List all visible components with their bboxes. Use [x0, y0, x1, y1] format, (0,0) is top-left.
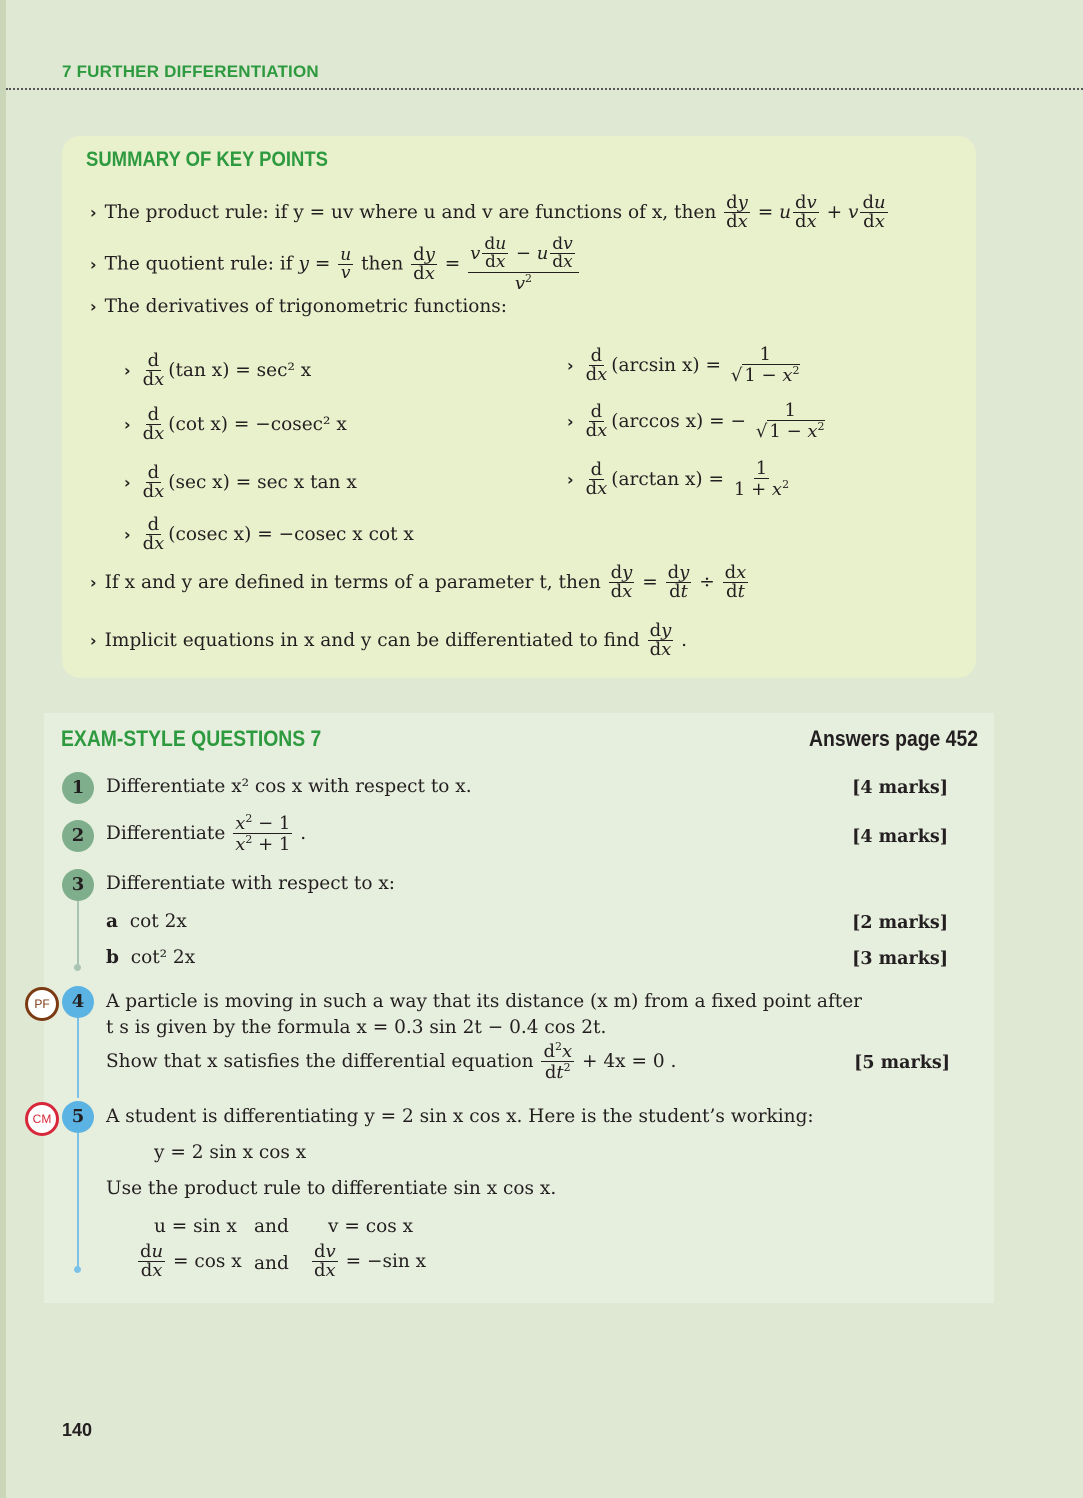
trig-arcsin [567, 346, 804, 386]
formula: $\frac{d}{dx}$ [142, 462, 165, 503]
question-2-text: Differentiate [106, 822, 226, 844]
and-text: and [254, 1253, 289, 1274]
formula: $\frac{dv}{dx}$ [795, 192, 817, 233]
formula: $\frac{dy}{dx}$ [610, 562, 633, 603]
chapter-heading: 7 FURTHER DIFFERENTIATION [62, 62, 319, 81]
bullet-icon: › [90, 297, 97, 316]
formula: $\frac{1}{√ 1 - x^2}$ [730, 344, 800, 387]
question-4-line3-text: Show that x satisfies the differential equation [106, 1050, 534, 1072]
pf-badge: PF [25, 987, 59, 1021]
page-edge [0, 0, 6, 1498]
trig-tan-text: (tan x) = sec² x [168, 359, 312, 381]
question-5-dv [310, 1243, 426, 1281]
question-3-connector [77, 901, 79, 967]
formula: $\frac{du}{dx}$ [140, 1241, 164, 1282]
bullet-icon: › [124, 414, 131, 434]
connector-dot [74, 1266, 81, 1273]
formula: $\frac{d}{dx}$ [585, 401, 608, 442]
bullet-icon: › [124, 360, 131, 380]
question-5-u: u = sin x [154, 1216, 237, 1237]
formula: $\frac{1}{1 + x^2}$ [733, 458, 790, 501]
formula: $\frac{d}{dx}$ [585, 459, 608, 500]
formula: $\frac{dy}{dx}$ [413, 243, 435, 284]
trig-arccos-text: (arccos x) = − [611, 410, 747, 432]
question-4-line3 [106, 1041, 676, 1083]
bullet-icon: › [90, 630, 97, 650]
cm-badge: CM [25, 1102, 59, 1136]
bullet-icon: › [567, 469, 574, 489]
question-4-marks: [5 marks] [854, 1053, 950, 1073]
product-rule: › The product rule: if y = uv where u and v are functions of x, then $\frac{dy}{dx}$ = u $\frac{dv}{dx}$ + v $\frac{du}{dx}$ [90, 192, 886, 233]
bullet-icon: › [90, 254, 97, 274]
trig-arctan [567, 460, 793, 500]
question-5-line1: A student is differentiating y = 2 sin x cos x. Here is the student’s working: [106, 1106, 814, 1127]
question-3a [106, 911, 187, 932]
bullet-icon: › [124, 524, 131, 544]
dotted-rule [6, 88, 1083, 90]
parametric: › If x and y are defined in terms of a parameter t, then $\frac{dy}{dx}$ = $\frac{dy}{dt}$ ÷ $\frac{dx}{dt}$ [90, 562, 747, 603]
formula: $\frac{1}{√ 1 - x^2}$ [755, 400, 825, 443]
formula: $\frac{dy}{dt}$ [667, 562, 690, 603]
formula: $\frac{x^2 - 1}{x^2 + 1}$ [235, 812, 291, 856]
and-text: and [254, 1216, 289, 1237]
formula: $\frac{d^2x}{dt^2}$ [543, 1040, 573, 1084]
trig-arccos [567, 402, 829, 442]
implicit: › Implicit equations in x and y can be differentiated to find $\frac{dy}{dx}$ . [90, 620, 688, 661]
question-3b [106, 947, 195, 968]
summary-box [62, 136, 976, 678]
question-5-connector [77, 1133, 79, 1269]
du-value: = cos x [173, 1250, 242, 1272]
question-4-connector [77, 1018, 79, 1098]
connector-dot [74, 964, 81, 971]
formula: $\frac{d}{dx}$ [585, 345, 608, 386]
formula: $\frac{d}{dx}$ [142, 404, 165, 445]
question-3-text: Differentiate with respect to x: [106, 873, 396, 894]
question-5-v: v = cos x [328, 1216, 414, 1237]
trig-cosec [124, 516, 414, 554]
trig-intro-text: The derivatives of trigonometric functions: [104, 296, 508, 317]
trig-intro [90, 298, 507, 317]
question-1-marks: [4 marks] [852, 778, 948, 798]
product-rule-text: The product rule: if y = uv where u and v are functions of x, then [104, 201, 717, 223]
trig-sec [124, 464, 357, 502]
question-1-text: Differentiate x² cos x with respect to x. [106, 776, 472, 797]
question-4-line2: t s is given by the formula x = 0.3 sin 2t − 0.4 cos 2t. [106, 1017, 607, 1038]
trig-arcsin-text: (arcsin x) = [611, 354, 721, 376]
question-5-working: y = 2 sin x cos x [154, 1142, 307, 1163]
parametric-text: If x and y are defined in terms of a parameter t, then [104, 571, 601, 593]
question-3a-marks: [2 marks] [852, 913, 948, 933]
question-5-du [136, 1243, 242, 1281]
question-5-line3: Use the product rule to differentiate sin x cos x. [106, 1178, 557, 1199]
quotient-rule-text: The quotient rule: if [104, 253, 293, 275]
quotient-rule: › The quotient rule: if y = $\frac{u}{v}$ then $\frac{dy}{dx}$ = v $\frac{du}{dx}$ − u $\frac{dv}{dx}$ $v^2$ [90, 236, 581, 293]
formula: $\frac{dy}{dx}$ [649, 620, 672, 661]
part-label: b [106, 947, 119, 968]
trig-cot [124, 406, 347, 444]
trig-arctan-text: (arctan x) = [611, 468, 725, 490]
question-4-equation-end: + 4x = 0 . [582, 1050, 677, 1072]
formula: $\frac{dv}{dx}$ [314, 1241, 336, 1282]
quotient-then: then [361, 253, 404, 275]
formula: $\frac{d}{dx}$ [142, 514, 165, 555]
answers-reference: Answers page 452 [809, 726, 978, 751]
question-number-3: 3 [62, 869, 94, 901]
question-3b-marks: [3 marks] [852, 949, 948, 969]
part-label: a [106, 911, 118, 932]
question-number-4: 4 [62, 986, 94, 1018]
question-number-5: 5 [62, 1101, 94, 1133]
formula: $\frac{dy}{dx}$ [726, 192, 748, 233]
implicit-text: Implicit equations in x and y can be differentiated to find [104, 629, 640, 651]
formula: $\frac{d}{dx}$ [142, 350, 165, 391]
page-number: 140 [62, 1420, 93, 1440]
dv-value: = −sin x [345, 1250, 427, 1272]
part-text: cot² 2x [130, 947, 196, 968]
formula: $\frac{u}{v}$ [340, 244, 352, 283]
bullet-icon: › [124, 472, 131, 492]
question-2: Differentiate $\frac{x^2 - 1}{x^2 + 1}$ . [106, 812, 307, 856]
bullet-icon: › [90, 572, 97, 592]
exam-section [32, 713, 994, 1303]
trig-sec-text: (sec x) = sec x tan x [168, 471, 357, 493]
exam-title: EXAM-STYLE QUESTIONS 7 [61, 726, 322, 751]
trig-cot-text: (cot x) = −cosec² x [168, 413, 347, 435]
trig-cosec-text: (cosec x) = −cosec x cot x [168, 523, 414, 545]
bullet-icon: › [567, 411, 574, 431]
formula: v $\frac{du}{dx}$ − u $\frac{dv}{dx}$ $v^2$ [468, 236, 579, 293]
question-2-marks: [4 marks] [852, 827, 948, 847]
formula: $\frac{du}{dx}$ [862, 192, 886, 233]
bullet-icon: › [90, 202, 97, 222]
formula: $\frac{dx}{dt}$ [724, 562, 747, 603]
question-4-line1: A particle is moving in such a way that its distance (x m) from a fixed point after [106, 991, 863, 1012]
question-number-2: 2 [62, 820, 94, 852]
summary-title: SUMMARY OF KEY POINTS [86, 148, 328, 171]
bullet-icon: › [567, 355, 574, 375]
part-text: cot 2x [129, 911, 187, 932]
question-number-1: 1 [62, 772, 94, 804]
trig-tan [124, 352, 311, 390]
